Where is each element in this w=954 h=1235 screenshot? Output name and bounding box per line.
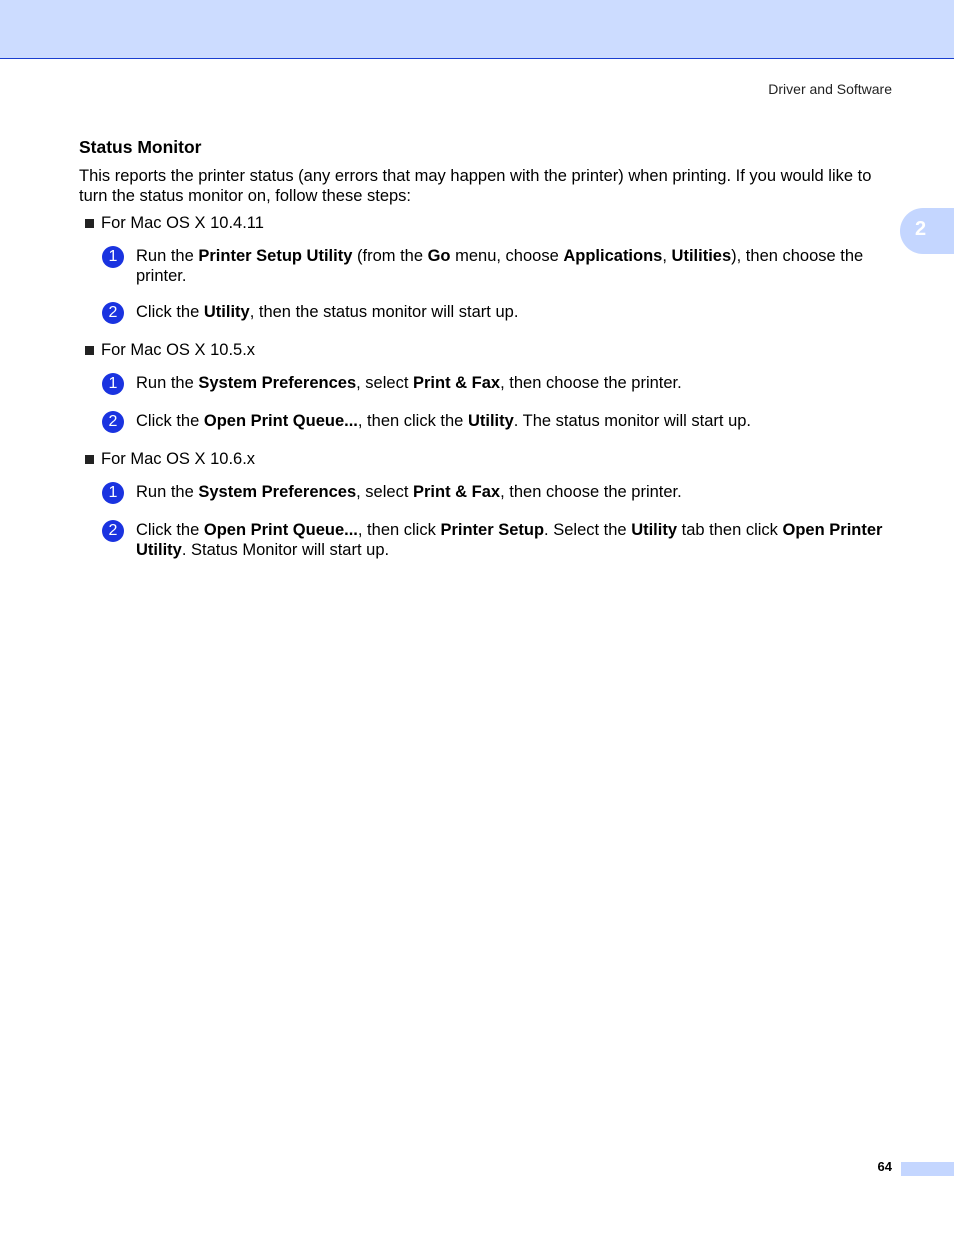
step-text-bold: Print & Fax (413, 483, 501, 501)
running-header: Driver and Software (768, 81, 892, 97)
step-item (102, 302, 891, 324)
step-text-bold: Go (427, 247, 451, 265)
step-text-run: , select (356, 483, 413, 501)
page-content (79, 137, 891, 576)
square-bullet-icon (85, 346, 94, 355)
step-item (102, 482, 891, 504)
step-text-run: . Status Monitor will start up. (181, 541, 390, 559)
os-version-heading (85, 340, 891, 360)
step-text-bold: Applications (563, 247, 663, 265)
step-text-run: Click the (136, 412, 204, 430)
os-version-label: For Mac OS X 10.5.x (101, 341, 256, 359)
step-text-run: Click the (136, 521, 204, 539)
square-bullet-icon (85, 455, 94, 464)
step-text-run: , select (356, 374, 413, 392)
step-text-run: Run the (136, 483, 199, 501)
square-bullet-icon (85, 219, 94, 228)
step-text-run: . The status monitor will start up. (513, 412, 752, 430)
step-text-bold: System Preferences (198, 374, 357, 392)
os-version-heading (85, 449, 891, 469)
step-text-bold: Open Print Queue... (203, 412, 358, 430)
step-number-icon: 1 (102, 373, 124, 395)
step-text-bold: Utility (631, 521, 678, 539)
step-text-run: , (662, 247, 672, 265)
step-number-icon: 2 (102, 411, 124, 433)
page-number: 64 (877, 1159, 892, 1174)
top-header-band (0, 0, 954, 59)
step-item (102, 246, 891, 286)
chapter-number: 2 (915, 218, 927, 240)
os-version-heading (85, 213, 891, 233)
os-version-groups (79, 213, 891, 560)
step-text-run: , then click (357, 521, 441, 539)
step-text-run: Run the (136, 374, 199, 392)
step-text (136, 302, 891, 322)
step-item (102, 520, 891, 560)
step-number-icon: 1 (102, 246, 124, 268)
step-text (136, 373, 891, 393)
step-text-run: Run the (136, 247, 199, 265)
os-version-label: For Mac OS X 10.4.11 (101, 214, 264, 232)
step-item (102, 373, 891, 395)
step-text-run: ), then choose the printer. (136, 247, 864, 285)
step-number-icon: 2 (102, 520, 124, 542)
step-text (136, 482, 891, 502)
step-text (136, 246, 891, 286)
intro-paragraph: This reports the printer status (any errors that may happen with the printer) when printing. If you would like to turn the status monitor on, follow these steps: (79, 167, 872, 205)
step-text-run: , then the status monitor will start up. (249, 303, 519, 321)
chapter-tab (900, 208, 954, 254)
step-text-run: tab then click (677, 521, 783, 539)
step-text (136, 520, 891, 560)
step-text-run: , then click the (357, 412, 468, 430)
os-version-label: For Mac OS X 10.6.x (101, 450, 256, 468)
step-text-bold: Utility (467, 412, 514, 430)
step-text-bold: Open Print Queue... (203, 521, 358, 539)
step-text-bold: Print & Fax (413, 374, 501, 392)
step-text-run: Click the (136, 303, 204, 321)
step-number-icon: 1 (102, 482, 124, 504)
step-text (136, 411, 891, 431)
step-text-run: , then choose the printer. (500, 483, 682, 501)
step-text-bold: Utility (203, 303, 250, 321)
step-number-icon: 2 (102, 302, 124, 324)
step-text-run: . Select the (544, 521, 632, 539)
step-item (102, 411, 891, 433)
step-text-bold: System Preferences (198, 483, 357, 501)
footer-band (901, 1162, 954, 1176)
step-text-bold: Printer Setup (440, 521, 545, 539)
section-title: Status Monitor (79, 137, 202, 157)
step-text-run: , then choose the printer. (500, 374, 682, 392)
step-text-bold: Printer Setup Utility (198, 247, 353, 265)
step-text-bold: Open Printer Utility (136, 521, 883, 559)
step-text-run: menu, choose (450, 247, 564, 265)
step-text-run: (from the (352, 247, 428, 265)
step-text-bold: Utilities (671, 247, 732, 265)
